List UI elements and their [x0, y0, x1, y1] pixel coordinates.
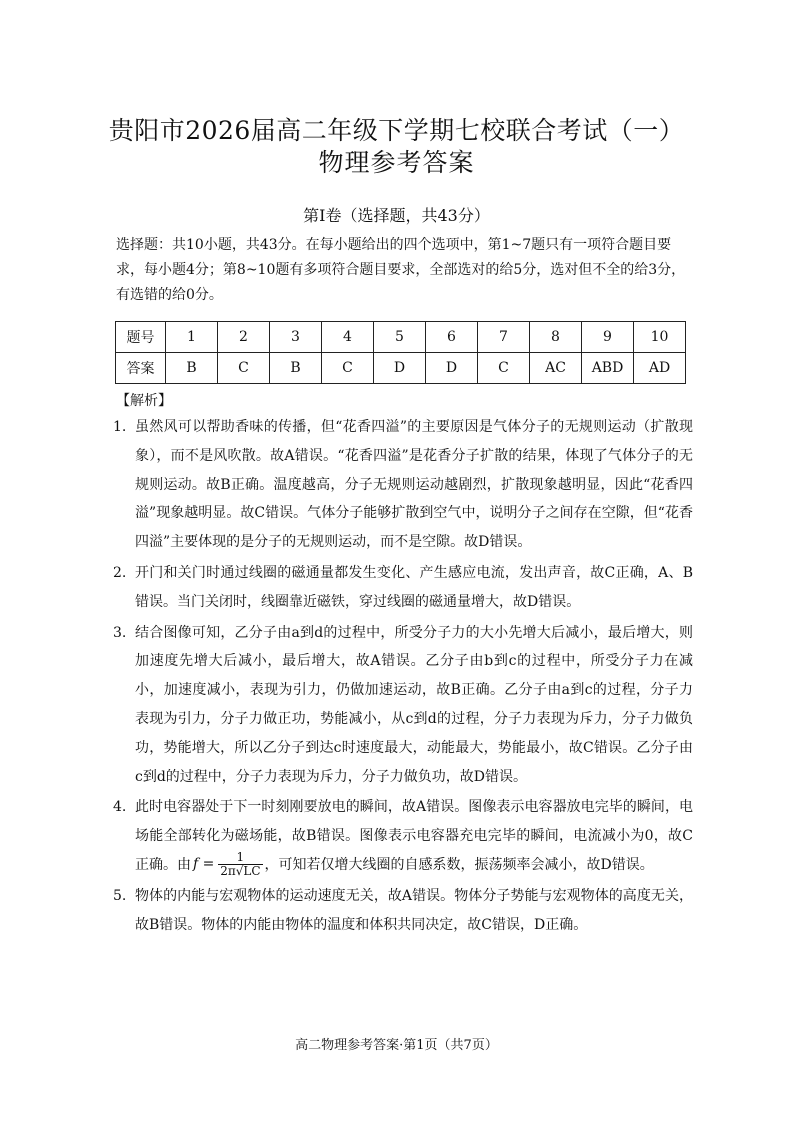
item-number: 5.: [113, 887, 127, 904]
formula-denominator: 2π√LC: [220, 864, 261, 879]
frequency-formula: [193, 851, 263, 878]
answer-cell: C: [478, 353, 530, 384]
answer-cell: C: [322, 353, 374, 384]
item-text: 虽然风可以帮助香味的传播，但“花香四溢”的主要原因是气体分子的无规则运动（扩散现象），而不是风吹散。故A错误。“花香四溢”是花香分子扩散的结果，体现了气体分子的无规则运动。故B正确。温度越高，分子无规则运动越剧烈，扩散现象越明显，因此“花香四溢”现象越明显。故C错误。气体分子能够扩散到空气中，说明分子之间存在空隙，但“花香四溢”主要体现的是分子的无规则运动，而不是空隙。故D错误。: [135, 419, 693, 551]
item-text: 此时电容器处于下一时刻刚要放电的瞬间，故A错误。图像表示电容器放电完毕的瞬间，电场能全部转化为磁场能，故B错误。图像表示电容器充电完毕的瞬间，电流减小为0，故C正确。由: [135, 799, 693, 873]
section-title: 第Ⅰ卷（选择题，共43分）: [303, 206, 490, 225]
analysis-item: [113, 882, 693, 940]
formula-numerator: 1: [218, 851, 262, 865]
row-label-answer: 答案: [116, 353, 166, 384]
analysis-item: [113, 619, 693, 792]
question-number: 10: [634, 322, 686, 353]
page-footer: 高二物理参考答案·第1页（共7页）: [295, 1038, 498, 1053]
analysis-label: 【解析】: [116, 393, 172, 409]
question-number: 9: [582, 322, 634, 353]
analysis-item: [113, 793, 693, 879]
analysis-list: [113, 413, 693, 941]
row-label-number: 题号: [116, 322, 166, 353]
answer-cell: D: [374, 353, 426, 384]
item-text: 结合图像可知，乙分子由a到d的过程中，所受分子力的大小先增大后减小，最后增大，则加速度先增大后减小，最后增大，故A错误。乙分子由b到c的过程中，所受分子力在减小，加速度减小，表现为引力，仍做加速运动，故B正确。乙分子由a到c的过程，分子力表现为引力，分子力做正功，势能减小，从c到d的过程，分子力表现为斥力，分子力做负功，势能增大，所以乙分子到达c时速度最大，动能最大，势能最小，故C错误。乙分子由c到d的过程中，分子力表现为斥力，分子力做负功，故D错误。: [135, 624, 693, 785]
formula-fraction: [218, 851, 262, 878]
item-text: 物体的内能与宏观物体的运动速度无关，故A错误。物体分子势能与宏观物体的高度无关，故B错误。物体的内能由物体的温度和体积共同决定，故C错误，D正确。: [135, 887, 693, 933]
analysis-item: [113, 559, 693, 617]
question-number: 1: [166, 322, 218, 353]
question-number: 8: [530, 322, 582, 353]
item-number: 1.: [113, 419, 127, 435]
formula-lhs: f =: [193, 856, 215, 873]
page-title: 贵阳市2026届高二年级下学期七校联合考试（一）: [108, 116, 685, 145]
item-text-continued: ，可知若仅增大线圈的自感系数，振荡频率会减小，故D错误。: [264, 856, 654, 873]
question-number: 7: [478, 322, 530, 353]
answer-cell: AD: [634, 353, 686, 384]
answer-cell: B: [166, 353, 218, 384]
item-number: 2.: [113, 564, 127, 581]
answer-cell: D: [426, 353, 478, 384]
answer-cell: B: [270, 353, 322, 384]
page-subtitle: 物理参考答案: [318, 148, 475, 177]
item-text: 开门和关门时通过线圈的磁通量都发生变化、产生感应电流，发出声音，故C正确，A、B错误。当门关闭时，线圈靠近磁铁，穿过线圈的磁通量增大，故D错误。: [135, 564, 693, 610]
answer-cell: AC: [530, 353, 582, 384]
question-number: 6: [426, 322, 478, 353]
answer-table-number-row: [116, 322, 686, 353]
answer-cell: C: [218, 353, 270, 384]
analysis-item: [113, 413, 693, 557]
question-number: 3: [270, 322, 322, 353]
question-number: 4: [322, 322, 374, 353]
question-number: 5: [374, 322, 426, 353]
answer-table: [115, 321, 686, 384]
answer-table-answer-row: [116, 353, 686, 384]
item-number: 4.: [113, 799, 127, 816]
item-number: 3.: [113, 624, 127, 641]
section-intro: 选择题：共10小题，共43分。在每小题给出的四个选项中，第1~7题只有一项符合题目要求，每小题4分；第8~10题有多项符合题目要求，全部选对的给5分，选对但不全的给3分，有选错的给0分。: [116, 237, 686, 303]
question-number: 2: [218, 322, 270, 353]
answer-cell: ABD: [582, 353, 634, 384]
